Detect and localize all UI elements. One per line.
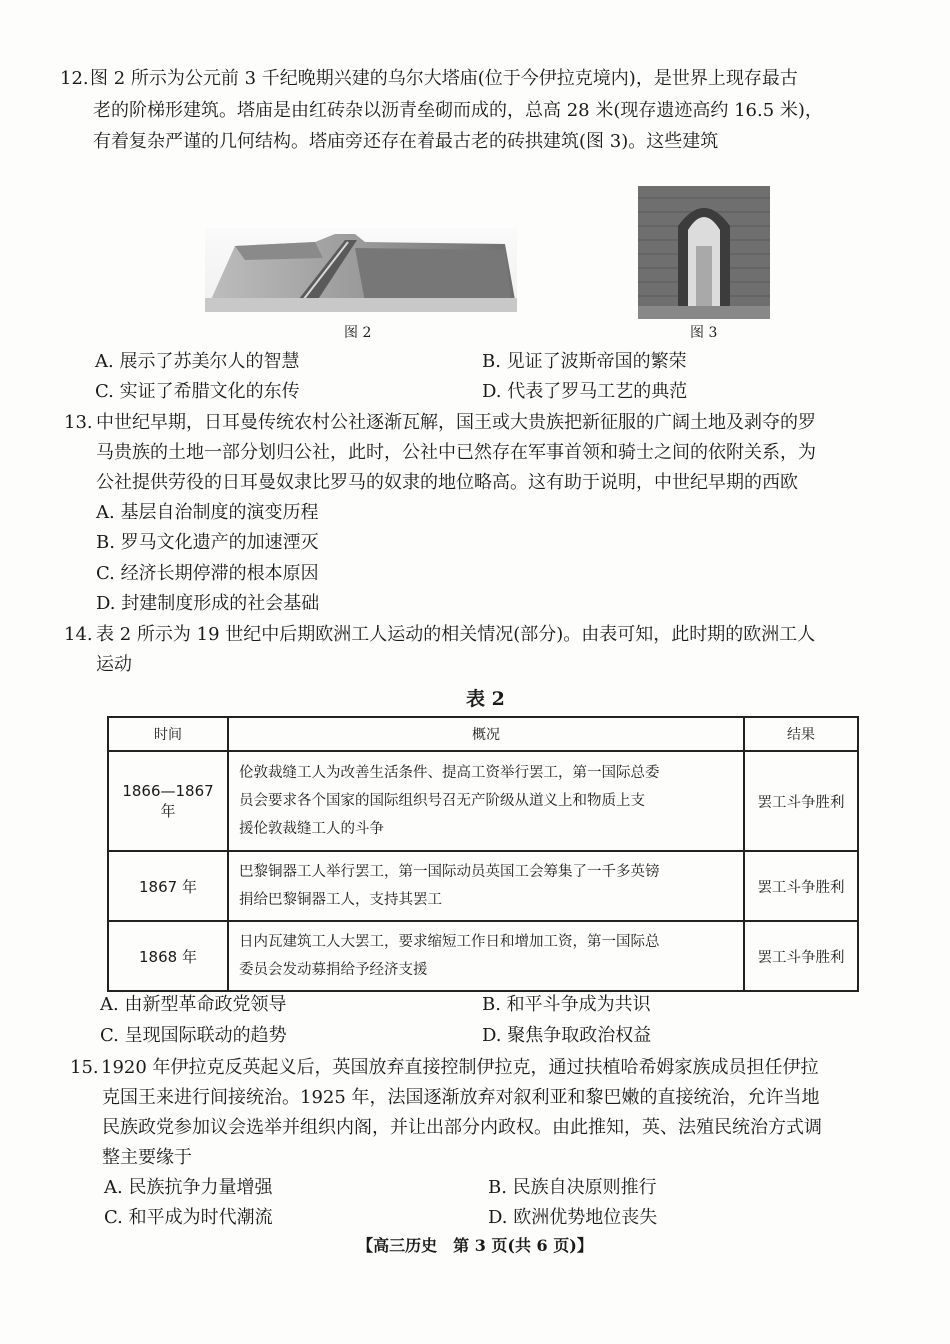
q12-option-d[interactable]: D. 代表了罗马工艺的典范 [482, 381, 688, 402]
header-result: 结果 [744, 717, 858, 751]
q13-option-a[interactable]: A. 基层自治制度的演变历程 [96, 502, 319, 523]
q15-number: 15. [70, 1057, 99, 1078]
table-header-row [108, 717, 858, 751]
row-1-time: 1866—1867 年 [108, 751, 228, 851]
q14-line-2: 运动 [96, 654, 132, 675]
q15-line-4: 整主要缘于 [102, 1147, 192, 1168]
q15-option-d[interactable]: D. 欧洲优势地位丧失 [488, 1207, 658, 1228]
q14-number: 14. [64, 624, 93, 645]
q14-option-a[interactable]: A. 由新型革命政党领导 [100, 994, 287, 1015]
q12-option-c[interactable]: C. 实证了希腊文化的东传 [95, 381, 300, 402]
q15-option-a[interactable]: A. 民族抗争力量增强 [104, 1177, 273, 1198]
row-1-overview-line-1: 伦敦裁缝工人为改善生活条件、提高工资举行罢工，第一国际总委 [239, 765, 660, 781]
q15-line-1: 1920 年伊拉克反英起义后，英国放弃直接控制伊拉克，通过扶植哈希姆家族成员担任伊拉 [101, 1057, 819, 1078]
row-1-overview-line-2: 员会要求各个国家的国际组织号召无产阶级从道义上和物质上支 [239, 793, 645, 809]
table-2-title: 表 2 [466, 688, 505, 710]
q13-option-d[interactable]: D. 封建制度形成的社会基础 [96, 593, 320, 614]
figure-3-caption: 图 3 [690, 325, 718, 341]
header-overview: 概况 [228, 717, 744, 751]
q15-option-b[interactable]: B. 民族自决原则推行 [488, 1177, 657, 1198]
row-2-overview [228, 851, 744, 921]
row-2-result: 罢工斗争胜利 [744, 851, 858, 921]
q14-option-c[interactable]: C. 呈现国际联动的趋势 [100, 1025, 287, 1046]
q14-option-b[interactable]: B. 和平斗争成为共识 [482, 994, 651, 1015]
q12-line-1: 图 2 所示为公元前 3 千纪晚期兴建的乌尔大塔庙(位于今伊拉克境内)，是世界上现存最古 [90, 68, 798, 89]
q14-option-d[interactable]: D. 聚焦争取政治权益 [482, 1025, 652, 1046]
header-time: 时间 [108, 717, 228, 751]
workers-movement-table [107, 716, 859, 992]
q15-option-c[interactable]: C. 和平成为时代潮流 [104, 1207, 273, 1228]
page-footer: 【高三历史 第 3 页(共 6 页)】 [357, 1236, 593, 1255]
q13-number: 13. [64, 412, 93, 433]
q15-line-3: 民族政党参加议会选举并组织内阁，并让出部分内政权。由此推知，英、法殖民统治方式调 [102, 1117, 822, 1138]
q14-line-1: 表 2 所示为 19 世纪中后期欧洲工人运动的相关情况(部分)。由表可知，此时期的欧洲工人 [96, 624, 816, 645]
brick-arch-photo [638, 186, 770, 319]
table-row [108, 851, 858, 921]
q13-line-2: 马贵族的土地一部分划归公社，此时，公社中已然存在军事首领和骑士之间的依附关系，为 [96, 442, 816, 463]
ziggurat-photo [205, 228, 517, 312]
q13-line-3: 公社提供劳役的日耳曼奴隶比罗马的奴隶的地位略高。这有助于说明，中世纪早期的西欧 [96, 472, 798, 493]
row-3-time: 1868 年 [108, 921, 228, 991]
q12-option-b[interactable]: B. 见证了波斯帝国的繁荣 [482, 351, 687, 372]
figure-2-caption: 图 2 [344, 325, 372, 341]
row-2-overview-line-1: 巴黎铜器工人举行罢工，第一国际动员英国工会筹集了一千多英镑 [239, 864, 660, 880]
row-3-result: 罢工斗争胜利 [744, 921, 858, 991]
q12-line-3: 有着复杂严谨的几何结构。塔庙旁还存在着最古老的砖拱建筑(图 3)。这些建筑 [93, 131, 719, 152]
row-3-overview-line-2: 委员会发动募捐给予经济支援 [239, 962, 428, 978]
table-row [108, 751, 858, 851]
q12-option-a[interactable]: A. 展示了苏美尔人的智慧 [95, 351, 300, 372]
q13-line-1: 中世纪早期，日耳曼传统农村公社逐渐瓦解，国王或大贵族把新征服的广阔土地及剥夺的罗 [96, 412, 816, 433]
row-2-overview-line-2: 捐给巴黎铜器工人，支持其罢工 [239, 892, 442, 908]
row-3-overview-line-1: 日内瓦建筑工人大罢工，要求缩短工作日和增加工资，第一国际总 [239, 934, 660, 950]
row-2-time: 1867 年 [108, 851, 228, 921]
row-1-overview [228, 751, 744, 851]
q13-option-c[interactable]: C. 经济长期停滞的根本原因 [96, 563, 319, 584]
q13-option-b[interactable]: B. 罗马文化遗产的加速湮灭 [96, 532, 319, 553]
row-3-overview [228, 921, 744, 991]
q12-line-2: 老的阶梯形建筑。塔庙是由红砖杂以沥青垒砌而成的，总高 28 米(现存遗迹高约 16.5 米)， [93, 100, 823, 121]
row-1-result: 罢工斗争胜利 [744, 751, 858, 851]
q15-line-2: 克国王来进行间接统治。1925 年，法国逐渐放弃对叙利亚和黎巴嫩的直接统治，允许当地 [102, 1087, 820, 1108]
q12-number: 12. [60, 68, 89, 89]
table-row [108, 921, 858, 991]
row-1-overview-line-3: 援伦敦裁缝工人的斗争 [239, 821, 384, 837]
